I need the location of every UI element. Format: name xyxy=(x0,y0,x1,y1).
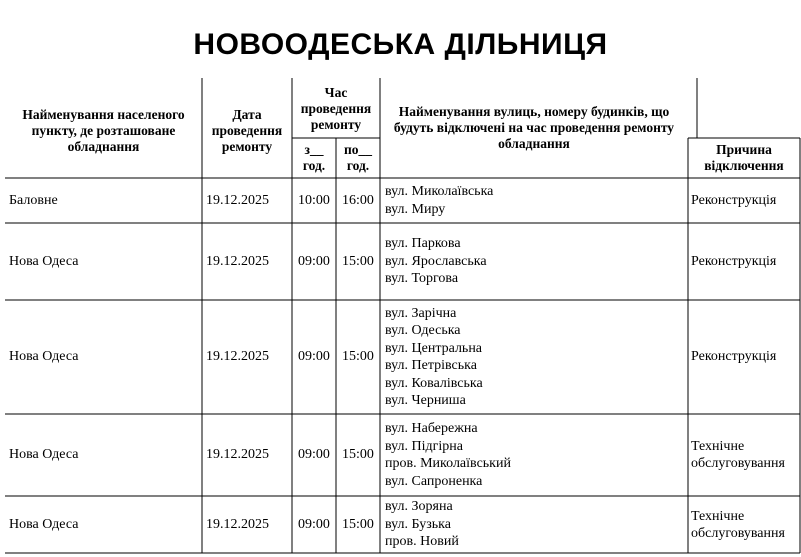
header-time: Час проведення ремонту xyxy=(300,85,372,132)
row-1-locality: Баловне xyxy=(9,192,58,208)
row-1-time-from: 10:00 xyxy=(298,192,330,208)
street-item: вул. Підгірна xyxy=(385,438,463,454)
row-1-reason: Реконструкція xyxy=(691,192,777,208)
street-item: вул. Петрівська xyxy=(385,358,477,373)
header-streets: Найменування вулиць, номеру будинків, що будуть відключені на час проведення ремонту обладнання xyxy=(393,104,675,151)
street-item: вул. Одеська xyxy=(385,323,461,338)
street-item: вул. Торгова xyxy=(385,271,459,287)
header-date: Дата проведення ремонту xyxy=(211,107,283,154)
row-5-reason: Технічне обслуговування xyxy=(691,508,785,541)
row-4-streets xyxy=(385,414,685,496)
street-item: вул. Центральна xyxy=(385,340,483,356)
row-3-streets xyxy=(385,300,685,414)
row-4-time-from: 09:00 xyxy=(298,447,330,463)
header-time-to: по__ год. xyxy=(343,142,373,173)
page-title: НОВООДЕСЬКА ДІЛЬНИЦЯ xyxy=(193,28,608,61)
row-2-date: 19.12.2025 xyxy=(206,253,269,269)
street-item: вул. Бузька xyxy=(385,516,451,532)
row-5-date: 19.12.2025 xyxy=(206,516,269,532)
row-2-time-from: 09:00 xyxy=(298,253,330,269)
street-item: вул. Миколаївська xyxy=(385,184,494,199)
row-4-time-to: 15:00 xyxy=(342,447,374,463)
row-2-time-to: 15:00 xyxy=(342,253,374,269)
header-time-from: з__ год. xyxy=(302,142,326,173)
street-item: вул. Зарічна xyxy=(385,305,457,321)
row-5-streets xyxy=(385,496,685,553)
row-3-reason: Реконструкція xyxy=(691,349,777,365)
street-item: вул. Ярославська xyxy=(385,253,487,269)
row-2-reason: Реконструкція xyxy=(691,253,777,269)
street-item: вул. Сапроненка xyxy=(385,473,483,489)
row-5-locality: Нова Одеса xyxy=(9,516,79,532)
row-1-date: 19.12.2025 xyxy=(206,192,269,208)
street-item: пров. Новий xyxy=(385,534,459,550)
street-item: вул. Набережна xyxy=(385,421,478,436)
row-3-time-to: 15:00 xyxy=(342,349,374,365)
row-1-streets xyxy=(385,178,685,223)
row-1-time-to: 16:00 xyxy=(342,192,374,208)
row-4-date: 19.12.2025 xyxy=(206,447,269,463)
row-4-locality: Нова Одеса xyxy=(9,447,79,463)
header-locality: Найменування населеного пункту, де розташоване обладнання xyxy=(22,107,185,154)
row-5-time-to: 15:00 xyxy=(342,516,374,532)
street-item: пров. Миколаївський xyxy=(385,456,511,471)
street-item: вул. Ковалівська xyxy=(385,375,483,391)
row-2-locality: Нова Одеса xyxy=(9,253,79,269)
row-3-date: 19.12.2025 xyxy=(206,349,269,365)
row-2-streets xyxy=(385,223,685,300)
street-item: вул. Черниша xyxy=(385,393,466,408)
street-item: вул. Зоряна xyxy=(385,499,453,515)
row-3-locality: Нова Одеса xyxy=(9,349,79,365)
street-item: вул. Паркова xyxy=(385,236,461,252)
row-3-time-from: 09:00 xyxy=(298,349,330,365)
row-4-reason: Технічне обслуговування xyxy=(691,439,785,471)
header-reason: Причина відключення xyxy=(704,142,784,173)
row-5-time-from: 09:00 xyxy=(298,516,330,532)
street-item: вул. Миру xyxy=(385,201,446,217)
